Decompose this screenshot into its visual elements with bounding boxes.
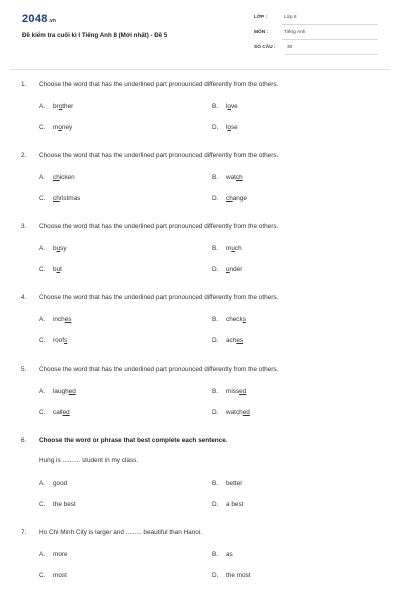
option-letter: A.	[39, 103, 46, 110]
option-word	[53, 480, 67, 487]
option-underlined-part: ed	[62, 409, 70, 416]
option-underlined-part: ch	[235, 174, 243, 181]
option-underlined-part: ed	[239, 388, 247, 395]
option-word-suffix: nder	[229, 266, 243, 273]
option-word-prefix: more	[53, 551, 68, 558]
option-word-suffix: se	[230, 124, 238, 131]
answer-option[interactable]	[39, 388, 76, 395]
answer-option[interactable]	[39, 572, 67, 579]
option-word-suffix: icken	[59, 174, 75, 181]
option-letter: B.	[212, 103, 219, 110]
option-word-suffix: ristmas	[59, 195, 81, 202]
option-word-prefix: check	[226, 316, 243, 323]
option-word-prefix: l	[226, 103, 228, 110]
option-word-suffix: ch	[234, 245, 242, 252]
option-word-suffix: ther	[62, 103, 74, 110]
answer-option[interactable]	[212, 337, 243, 344]
question-text: Ho Chi Minh City is larger and ......... beautiful than Hanoi.	[39, 529, 203, 536]
option-word-prefix: m	[226, 245, 232, 252]
option-letter: B.	[212, 245, 219, 252]
answer-option[interactable]	[39, 174, 75, 181]
option-word	[53, 195, 80, 202]
option-letter: C.	[39, 409, 46, 416]
question-text: Choose the word that has the underlined part pronounced differently from the others.	[39, 152, 279, 159]
meta-class-value: Lớp 8	[284, 15, 297, 20]
question-text: Choose the word that has the underlined part pronounced differently from the others.	[39, 223, 279, 230]
option-word-prefix: b	[53, 266, 57, 273]
option-letter: B.	[212, 316, 219, 323]
option-word-prefix: ach	[226, 337, 237, 344]
option-letter: D.	[212, 501, 219, 508]
meta-underline	[285, 54, 378, 55]
answer-option[interactable]	[212, 572, 251, 579]
option-word-prefix: br	[53, 103, 59, 110]
option-underlined-part: s	[242, 316, 246, 323]
option-word-prefix: most	[53, 572, 67, 579]
option-underlined-part: ch	[53, 195, 60, 202]
answer-option[interactable]	[39, 103, 73, 110]
answer-option[interactable]	[212, 245, 242, 252]
option-word	[53, 501, 76, 508]
question-number: 1.	[21, 81, 27, 88]
question-number: 2.	[21, 152, 27, 159]
question-text: Choose the word or phrase that best complete each sentence.	[39, 437, 228, 444]
option-word-prefix: better	[226, 480, 243, 487]
logo-main-text: 2048	[22, 13, 48, 25]
answer-option[interactable]	[39, 245, 67, 252]
option-underlined-part: ch	[53, 174, 60, 181]
question-number: 7.	[21, 529, 27, 536]
option-letter: D.	[212, 409, 219, 416]
answer-option[interactable]	[39, 551, 68, 558]
meta-class-row	[254, 14, 378, 25]
answer-option[interactable]	[212, 316, 246, 323]
question-number: 5.	[21, 366, 27, 373]
option-word	[226, 551, 233, 558]
option-word	[53, 409, 70, 416]
option-word	[53, 174, 75, 181]
option-word-suffix: ve	[230, 103, 238, 110]
answer-option[interactable]	[212, 103, 238, 110]
option-letter: A.	[39, 245, 46, 252]
meta-count-row	[254, 44, 378, 55]
question-number: 6.	[21, 437, 27, 444]
question-number: 3.	[21, 223, 27, 230]
option-word	[53, 388, 76, 395]
option-letter: C.	[39, 266, 46, 273]
option-letter: D.	[212, 337, 219, 344]
option-letter: B.	[212, 551, 219, 558]
answer-option[interactable]	[39, 124, 72, 131]
option-letter: A.	[39, 551, 46, 558]
meta-count-value: 30	[287, 45, 293, 50]
answer-option[interactable]	[212, 480, 242, 487]
option-letter: C.	[39, 337, 46, 344]
question-text: Choose the word that has the underlined part pronounced differently from the others.	[39, 294, 279, 301]
option-word-prefix: l	[226, 124, 228, 131]
option-word-prefix: good	[53, 480, 68, 487]
option-underlined-part: u	[56, 266, 61, 273]
option-word	[226, 501, 243, 508]
answer-option[interactable]	[212, 124, 238, 131]
option-word	[53, 266, 62, 273]
option-letter: B.	[212, 480, 219, 487]
option-word	[226, 266, 242, 273]
option-word-suffix: ange	[232, 195, 247, 202]
option-word-prefix: m	[53, 124, 59, 131]
answer-option[interactable]	[39, 501, 76, 508]
option-letter: D.	[212, 266, 219, 273]
meta-class-label: LỚP :	[254, 15, 268, 20]
option-underlined-part: o	[227, 103, 231, 110]
answer-option[interactable]	[212, 195, 247, 202]
option-word	[226, 174, 243, 181]
answer-option[interactable]	[39, 409, 70, 416]
option-underlined-part: o	[58, 103, 63, 110]
option-word-prefix: watch	[226, 409, 243, 416]
meta-count-label: SỐ CÂU :	[254, 45, 276, 50]
option-word	[226, 195, 247, 202]
option-word-prefix: the best	[53, 501, 76, 508]
option-letter: D.	[212, 124, 219, 131]
option-word	[226, 103, 238, 110]
answer-option[interactable]	[39, 195, 80, 202]
answer-option[interactable]	[212, 501, 243, 508]
option-underlined-part: u	[56, 245, 61, 252]
option-word	[226, 316, 246, 323]
option-word-suffix: ney	[61, 124, 73, 131]
option-underlined-part: ch	[226, 195, 233, 202]
option-letter: C.	[39, 501, 46, 508]
logo-domain-text: .vn	[48, 18, 56, 24]
meta-subject-row	[254, 29, 378, 40]
answer-option[interactable]	[39, 316, 71, 323]
meta-subject-label: MÔN :	[254, 30, 269, 35]
option-letter: C.	[39, 572, 46, 579]
exam-title: Đề kiểm tra cuối kì I Tiếng Anh 8 (Mới nhất) - Đề 5	[22, 32, 168, 39]
option-underlined-part: u	[231, 245, 235, 252]
option-word-prefix: call	[53, 409, 63, 416]
option-letter: B.	[212, 388, 219, 395]
answer-option[interactable]	[212, 409, 250, 416]
option-letter: A.	[39, 174, 46, 181]
meta-underline	[282, 24, 378, 25]
option-word	[226, 572, 251, 579]
option-underlined-part: ed	[242, 409, 250, 416]
option-underlined-part: o	[58, 124, 62, 131]
answer-option[interactable]	[212, 388, 246, 395]
option-letter: D.	[212, 195, 219, 202]
option-word	[226, 245, 242, 252]
answer-option[interactable]	[212, 266, 242, 273]
question-number: 4.	[21, 294, 27, 301]
option-letter: A.	[39, 388, 46, 395]
site-logo[interactable]	[22, 13, 56, 25]
page-header	[0, 0, 400, 66]
answer-option[interactable]	[212, 174, 243, 181]
option-underlined-part: ed	[68, 388, 76, 395]
option-word-suffix: t	[60, 266, 62, 273]
option-word	[226, 480, 242, 487]
option-word	[53, 551, 68, 558]
option-word-prefix: wat	[226, 174, 236, 181]
question-text: Choose the word that has the underlined part pronounced differently from the others.	[39, 366, 279, 373]
option-word-prefix: inch	[53, 316, 65, 323]
option-word-prefix: miss	[226, 388, 240, 395]
option-letter: D.	[212, 572, 219, 579]
option-letter: A.	[39, 480, 46, 487]
option-underlined-part: es	[64, 316, 72, 323]
option-word-prefix: roof	[53, 337, 65, 344]
option-word-suffix: sy	[60, 245, 67, 252]
option-underlined-part: o	[227, 124, 231, 131]
option-underlined-part: es	[236, 337, 244, 344]
option-word	[53, 245, 67, 252]
option-word	[53, 316, 71, 323]
answer-option[interactable]	[39, 266, 62, 273]
option-word	[53, 124, 72, 131]
option-word	[226, 124, 238, 131]
option-word	[226, 409, 250, 416]
option-letter: A.	[39, 316, 46, 323]
question-sentence: Hung is .......... student in my class.	[39, 457, 139, 464]
option-word-prefix: a best	[226, 501, 244, 508]
answer-option[interactable]	[39, 480, 67, 487]
question-text: Choose the word that has the underlined part pronounced differently from the others.	[39, 81, 279, 88]
option-letter: C.	[39, 124, 46, 131]
option-letter: B.	[212, 174, 219, 181]
answer-option[interactable]	[212, 551, 233, 558]
option-letter: C.	[39, 195, 46, 202]
option-word	[226, 388, 246, 395]
answer-option[interactable]	[39, 337, 67, 344]
option-word-prefix: the most	[226, 572, 251, 579]
option-word	[226, 337, 243, 344]
option-word-prefix: as	[226, 551, 233, 558]
option-word	[53, 103, 73, 110]
meta-underline	[282, 39, 378, 40]
header-divider	[10, 69, 390, 70]
option-word-prefix: laugh	[53, 388, 69, 395]
option-underlined-part: u	[226, 266, 230, 273]
option-word	[53, 337, 67, 344]
option-underlined-part: s	[64, 337, 68, 344]
option-word-prefix: b	[53, 245, 57, 252]
meta-subject-value: Tiếng Anh	[284, 30, 306, 35]
option-word	[53, 572, 67, 579]
